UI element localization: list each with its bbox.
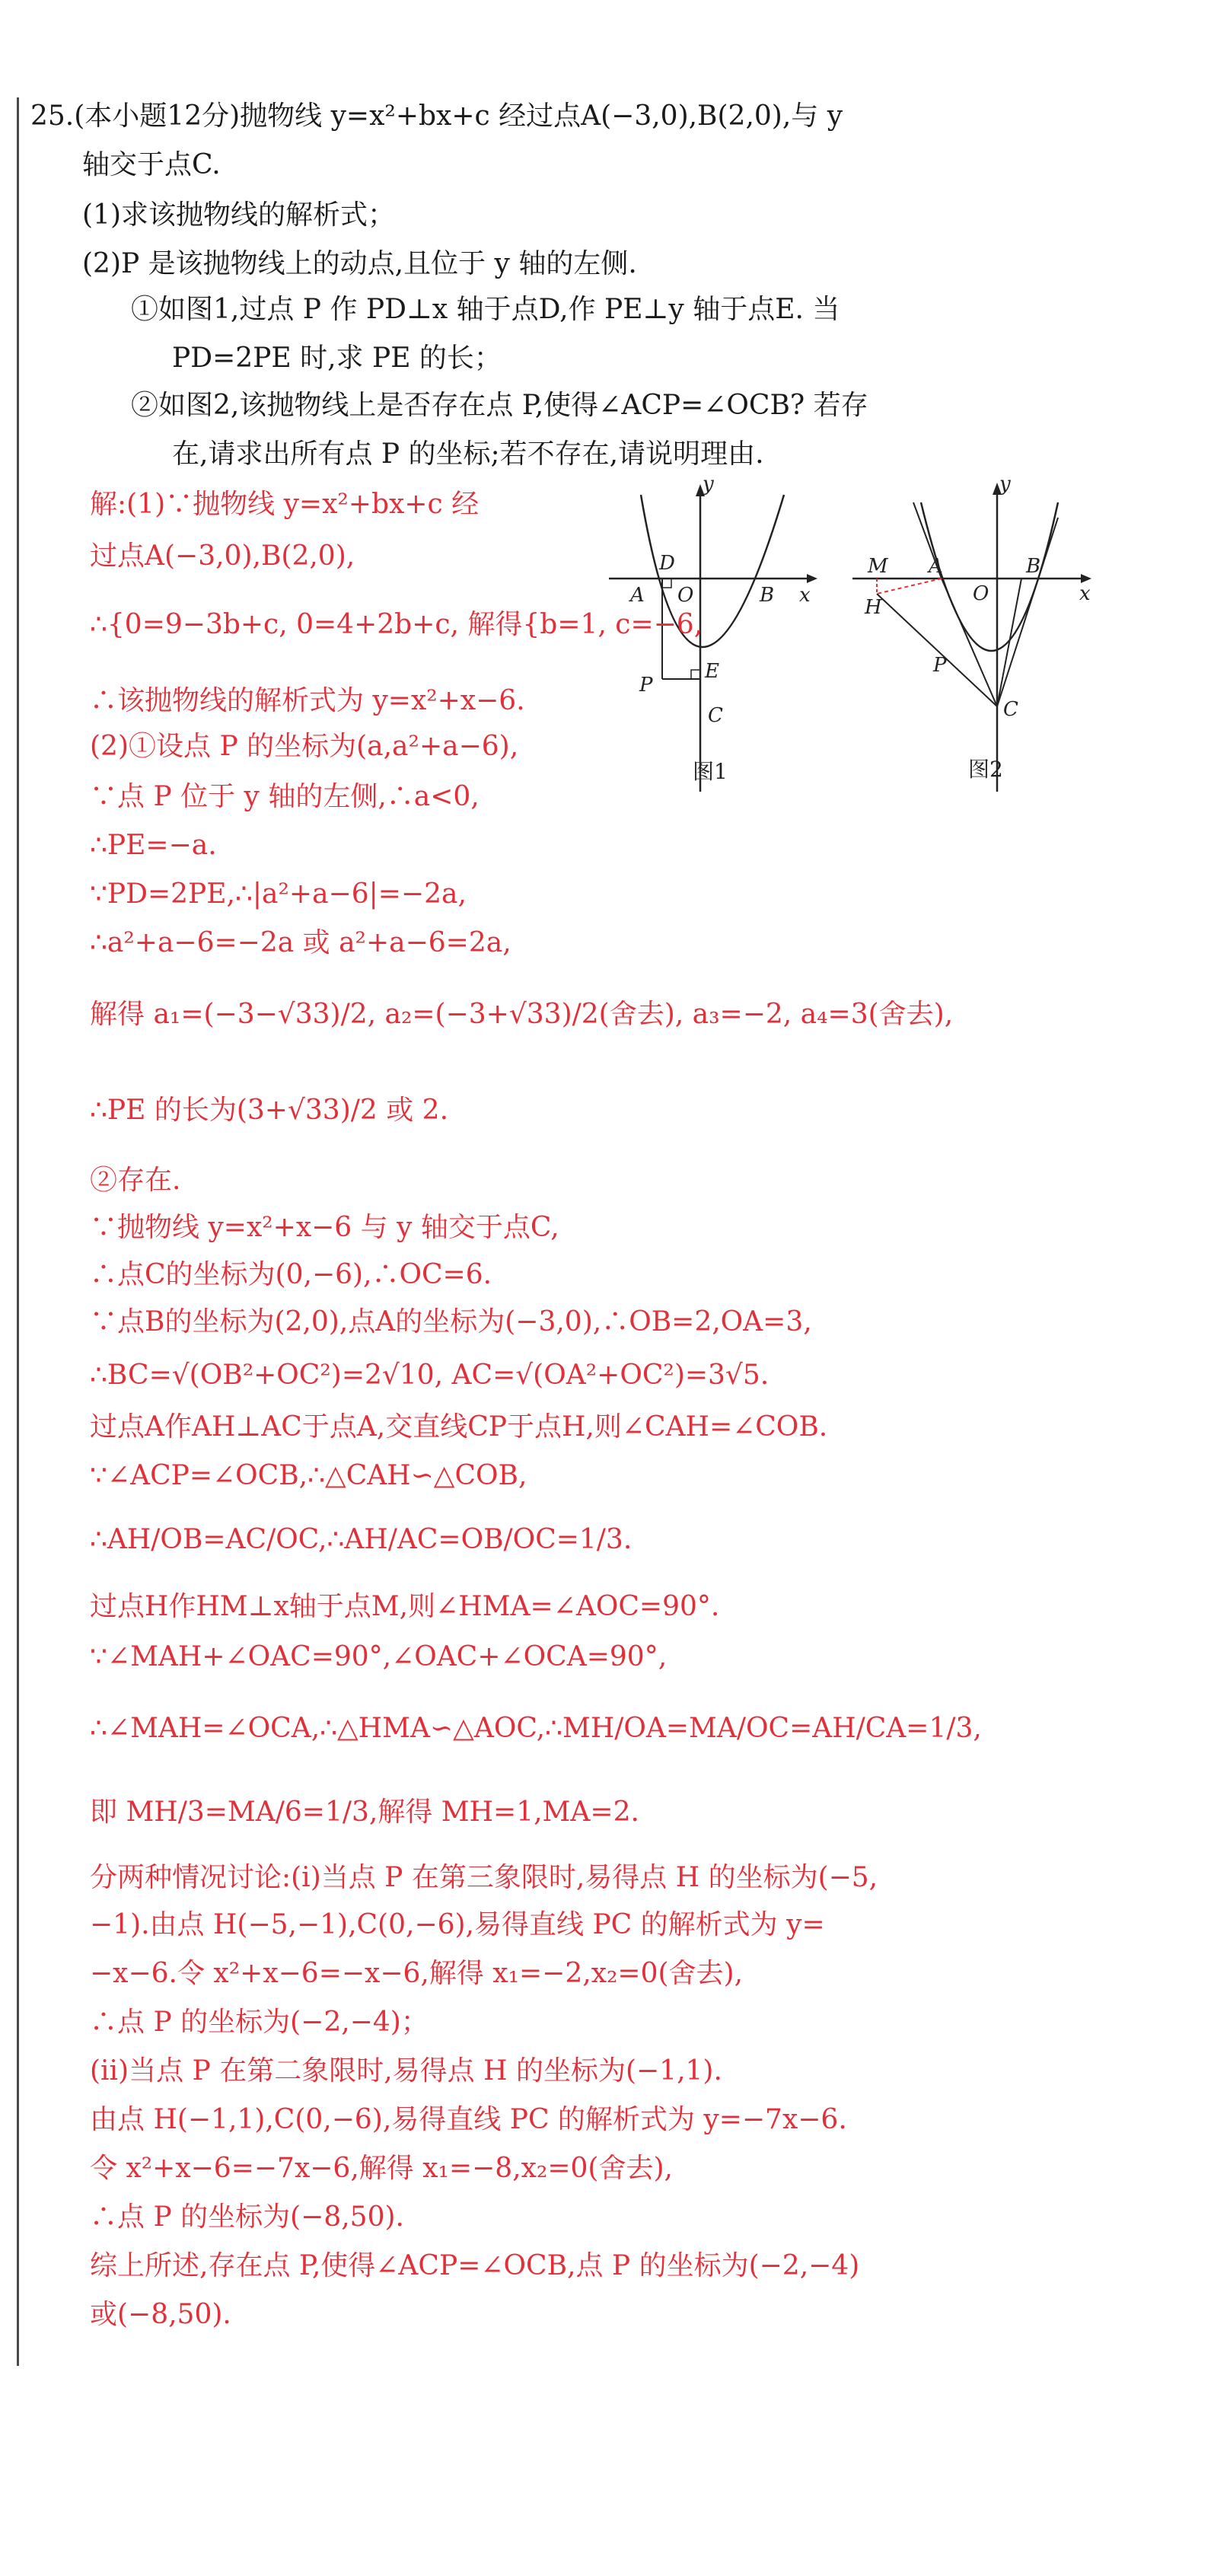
solution-line: ∵PD=2PE,∴|a²+a−6|=−2a, bbox=[90, 878, 467, 910]
question-line: 轴交于点C. bbox=[82, 149, 221, 180]
label-y: y bbox=[999, 473, 1011, 496]
solution-line: −1).由点 H(−5,−1),C(0,−6),易得直线 PC 的解析式为 y= bbox=[90, 1909, 825, 1940]
solution-line: ∵∠ACP=∠OCB,∴△CAH∽△COB, bbox=[90, 1460, 527, 1491]
question-line: 25.(本小题12分)抛物线 y=x²+bx+c 经过点A(−3,0),B(2,0),与 y bbox=[30, 100, 843, 132]
right-angle-d bbox=[662, 579, 671, 588]
solution-line: ∵∠MAH+∠OAC=90°,∠OAC+∠OCA=90°, bbox=[90, 1641, 668, 1672]
solution-line: (2)①设点 P 的坐标为(a,a²+a−6), bbox=[90, 731, 519, 762]
figure-caption: 图2 bbox=[968, 757, 1003, 782]
question-line: (1)求该抛物线的解析式； bbox=[82, 199, 395, 231]
solution-line: ∴BC=√(OB²+OC²)=2√10, AC=√(OA²+OC²)=3√5. bbox=[90, 1360, 770, 1391]
solution-line: 解得 a₁=(−3−√33)/2, a₂=(−3+√33)/2(舍去), a₃=−2, a₄=3(舍去), bbox=[90, 999, 954, 1030]
figure-caption: 图1 bbox=[693, 759, 728, 784]
label-b: B bbox=[760, 584, 775, 607]
line-ch bbox=[877, 594, 997, 706]
question-line: ①如图1,过点 P 作 PD⊥x 轴于点D,作 PE⊥y 轴于点E. 当 bbox=[131, 294, 840, 325]
label-h: H bbox=[865, 596, 882, 619]
label-m: M bbox=[868, 555, 888, 578]
solution-line: 过点A(−3,0),B(2,0), bbox=[90, 540, 355, 572]
solution-line: ∴点 P 的坐标为(−2,−4)； bbox=[90, 2007, 429, 2038]
figure-2 bbox=[837, 472, 1111, 799]
solution-line: ②存在. bbox=[90, 1165, 181, 1196]
solution-line: 过点H作HM⊥x轴于点M,则∠HMA=∠AOC=90°. bbox=[90, 1591, 720, 1622]
label-a: A bbox=[630, 584, 645, 607]
solution-line: 分两种情况讨论:(i)当点 P 在第三象限时,易得点 H 的坐标为(−5, bbox=[90, 1862, 878, 1893]
solution-line: −x−6.令 x²+x−6=−x−6,解得 x₁=−2,x₂=0(舍去), bbox=[90, 1958, 744, 1989]
label-x: x bbox=[799, 584, 811, 607]
solution-line: (ii)当点 P 在第二象限时,易得点 H 的坐标为(−1,1). bbox=[90, 2055, 722, 2087]
label-b: B bbox=[1026, 555, 1041, 578]
solution-line: ∴该抛物线的解析式为 y=x²+x−6. bbox=[90, 685, 525, 716]
solution-line: ∴PE 的长为(3+√33)/2 或 2. bbox=[90, 1095, 449, 1126]
label-c: C bbox=[1003, 698, 1018, 721]
solution-line: 由点 H(−1,1),C(0,−6),易得直线 PC 的解析式为 y=−7x−6. bbox=[90, 2104, 847, 2135]
solution-line: ∴{0=9−3b+c, 0=4+2b+c, 解得{b=1, c=−6, bbox=[90, 609, 703, 640]
solution-line: ∴点C的坐标为(0,−6),∴OC=6. bbox=[90, 1259, 492, 1290]
question-line: PD=2PE 时,求 PE 的长； bbox=[172, 343, 502, 374]
solution-line: ∴a²+a−6=−2a 或 a²+a−6=2a, bbox=[90, 927, 511, 958]
line-cp bbox=[997, 518, 1058, 706]
solution-line: 或(−8,50). bbox=[90, 2299, 231, 2330]
solution-line: 过点A作AH⊥AC于点A,交直线CP于点H,则∠CAH=∠COB. bbox=[90, 1411, 828, 1443]
label-y: y bbox=[703, 480, 714, 496]
solution-line: ∴AH/OB=AC/OC,∴AH/AC=OB/OC=1/3. bbox=[90, 1524, 633, 1555]
solution-line: ∴∠MAH=∠OCA,∴△HMA∽△AOC,∴MH/OA=MA/OC=AH/CA=1/3, bbox=[90, 1713, 982, 1744]
label-e: E bbox=[705, 660, 719, 683]
label-p: P bbox=[639, 674, 653, 697]
label-a: A bbox=[929, 555, 943, 578]
x-axis-arrow-icon bbox=[807, 574, 817, 583]
solution-line: ∴点 P 的坐标为(−8,50). bbox=[90, 2201, 404, 2233]
question-line: (2)P 是该抛物线上的动点,且位于 y 轴的左侧. bbox=[82, 248, 637, 279]
solution-line: 即 MH/3=MA/6=1/3,解得 MH=1,MA=2. bbox=[90, 1797, 639, 1828]
label-d: D bbox=[659, 552, 675, 575]
label-x: x bbox=[1079, 582, 1091, 605]
solution-line: ∵点 P 位于 y 轴的左侧,∴a<0, bbox=[90, 781, 480, 812]
solution-line: 解:(1)∵抛物线 y=x²+bx+c 经 bbox=[90, 489, 480, 520]
solution-line: ∴PE=−a. bbox=[90, 830, 217, 861]
margin-rule bbox=[17, 97, 19, 2366]
solution-line: ∵点B的坐标为(2,0),点A的坐标为(−3,0),∴OB=2,OA=3, bbox=[90, 1306, 812, 1337]
right-angle-e bbox=[691, 670, 700, 679]
solution-line: 令 x²+x−6=−7x−6,解得 x₁=−8,x₂=0(舍去), bbox=[90, 2153, 673, 2184]
solution-line: ∵抛物线 y=x²+x−6 与 y 轴交于点C, bbox=[90, 1212, 559, 1243]
solution-line: 综上所述,存在点 P,使得∠ACP=∠OCB,点 P 的坐标为(−2,−4) bbox=[90, 2250, 860, 2281]
segment-ah bbox=[877, 579, 942, 594]
question-line: ②如图2,该抛物线上是否存在点 P,使得∠ACP=∠OCB? 若存 bbox=[131, 390, 868, 421]
label-c: C bbox=[708, 704, 723, 727]
label-o: O bbox=[677, 584, 694, 607]
question-line: 在,请求出所有点 P 的坐标;若不存在,请说明理由. bbox=[172, 438, 764, 470]
label-p: P bbox=[933, 654, 947, 677]
label-o: O bbox=[973, 582, 989, 605]
